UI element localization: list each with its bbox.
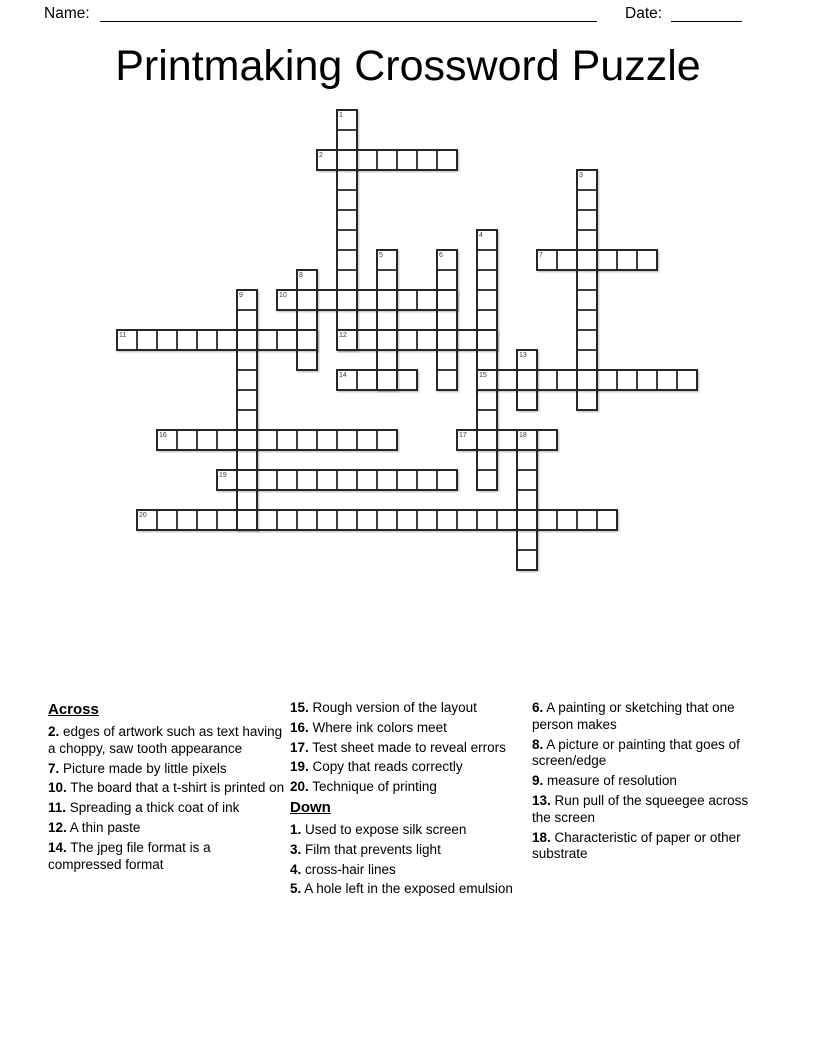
grid-cell[interactable] xyxy=(517,370,537,390)
grid-cell[interactable] xyxy=(577,230,597,250)
clue-item: 18. Characteristic of paper or other substrate xyxy=(532,829,741,862)
clue-number-label: 3 xyxy=(579,171,583,179)
clue-item: 5. A hole left in the exposed emulsion xyxy=(290,881,513,897)
grid-cell[interactable] xyxy=(337,270,357,290)
grid-cell[interactable] xyxy=(237,470,257,490)
grid-cell[interactable] xyxy=(337,130,357,150)
grid-cell[interactable] xyxy=(277,470,297,490)
grid-cell[interactable] xyxy=(397,330,417,350)
grid-cell[interactable] xyxy=(637,250,657,270)
grid-cell[interactable] xyxy=(337,290,357,310)
grid-cell[interactable] xyxy=(517,490,537,510)
grid-cell[interactable] xyxy=(357,470,377,490)
clue-number-label: 11 xyxy=(119,331,127,339)
grid-cell[interactable] xyxy=(177,510,197,530)
grid-cell[interactable] xyxy=(257,470,277,490)
grid-cell[interactable] xyxy=(357,290,377,310)
grid-cell[interactable] xyxy=(157,430,177,450)
grid-cell[interactable] xyxy=(337,330,357,350)
grid-cell[interactable] xyxy=(517,430,537,450)
grid-cell[interactable] xyxy=(237,510,257,530)
grid-cell[interactable] xyxy=(477,470,497,490)
clue-number-label: 2 xyxy=(319,151,323,159)
grid-cell[interactable] xyxy=(457,510,477,530)
clue-item: 19. Copy that reads correctly xyxy=(290,759,463,775)
grid-cell[interactable] xyxy=(577,210,597,230)
clue-number-label: 9 xyxy=(239,291,243,299)
clue-column xyxy=(532,700,770,866)
name-label: Name: xyxy=(44,5,90,22)
clue-number: 15. xyxy=(290,700,309,715)
clue-item: 7. Picture made by little pixels xyxy=(48,760,227,776)
grid-cell[interactable] xyxy=(377,310,397,330)
grid-cell[interactable] xyxy=(337,250,357,270)
grid-cell[interactable] xyxy=(337,510,357,530)
grid-cell[interactable] xyxy=(377,330,397,350)
grid-cell[interactable] xyxy=(337,370,357,390)
grid-cell[interactable] xyxy=(337,150,357,170)
grid-cell[interactable] xyxy=(537,250,557,270)
grid-cell[interactable] xyxy=(577,510,597,530)
grid-cell[interactable] xyxy=(237,450,257,470)
clue-number: 7. xyxy=(48,760,60,776)
grid-cell[interactable] xyxy=(637,370,657,390)
grid-cell[interactable] xyxy=(217,330,237,350)
clue-number-label: 10 xyxy=(279,291,287,299)
grid-cell[interactable] xyxy=(577,270,597,290)
clue-number-label: 6 xyxy=(439,251,443,259)
grid-cell[interactable] xyxy=(217,430,237,450)
grid-cell[interactable] xyxy=(117,330,137,350)
grid-cell[interactable] xyxy=(497,430,517,450)
clue-column xyxy=(48,700,286,876)
grid-cell[interactable] xyxy=(357,370,377,390)
grid-cell[interactable] xyxy=(577,370,597,390)
grid-cell[interactable] xyxy=(297,430,317,450)
grid-cell[interactable] xyxy=(477,350,497,370)
grid-cell[interactable] xyxy=(517,350,537,370)
clue-number: 6. xyxy=(532,700,544,715)
clue-number-label: 16 xyxy=(159,431,167,439)
grid-cell[interactable] xyxy=(237,290,257,310)
grid-cell[interactable] xyxy=(337,110,357,130)
clue-number: 20. xyxy=(290,779,309,795)
grid-cell[interactable] xyxy=(297,330,317,350)
grid-cell[interactable] xyxy=(577,390,597,410)
grid-cell[interactable] xyxy=(277,290,297,310)
grid-cell[interactable] xyxy=(377,270,397,290)
grid-cell[interactable] xyxy=(237,350,257,370)
grid-cell[interactable] xyxy=(397,470,417,490)
grid-cell[interactable] xyxy=(237,370,257,390)
clue-item: 20. Technique of printing xyxy=(290,779,437,795)
grid-cell[interactable] xyxy=(277,330,297,350)
clue-number-label: 8 xyxy=(299,271,303,279)
page-title: Printmaking Crossword Puzzle xyxy=(115,42,701,90)
grid-cell[interactable] xyxy=(517,550,537,570)
grid-cell[interactable] xyxy=(377,250,397,270)
clue-item: 11. Spreading a thick coat of ink xyxy=(48,800,240,816)
clue-number: 13. xyxy=(532,792,551,808)
grid-cell[interactable] xyxy=(577,250,597,270)
grid-cell[interactable] xyxy=(237,430,257,450)
clue-number-label: 12 xyxy=(339,331,347,339)
grid-cell[interactable] xyxy=(197,330,217,350)
clue-item: 17. Test sheet made to reveal errors xyxy=(290,739,506,755)
clue-item: 10. The board that a t-shirt is printed on xyxy=(48,780,285,796)
grid-cell[interactable] xyxy=(337,190,357,210)
clue-column xyxy=(290,700,528,901)
grid-cell[interactable] xyxy=(437,250,457,270)
grid-cell[interactable] xyxy=(217,510,237,530)
grid-cell[interactable] xyxy=(437,330,457,350)
grid-cell[interactable] xyxy=(337,310,357,330)
grid-cell[interactable] xyxy=(157,330,177,350)
grid-cell[interactable] xyxy=(237,490,257,510)
across-heading: Across xyxy=(48,701,99,718)
clue-number: 8. xyxy=(532,736,544,752)
grid-cell[interactable] xyxy=(437,470,457,490)
clue-item: 14. The jpeg file format is a compressed format xyxy=(48,839,211,872)
grid-cell[interactable] xyxy=(417,470,437,490)
grid-cell[interactable] xyxy=(577,170,597,190)
grid-cell[interactable] xyxy=(297,510,317,530)
grid-cell[interactable] xyxy=(317,510,337,530)
grid-cell[interactable] xyxy=(537,430,557,450)
grid-cell[interactable] xyxy=(517,470,537,490)
clue-number-label: 15 xyxy=(479,371,487,379)
grid-cell[interactable] xyxy=(577,310,597,330)
clue-item: 9. measure of resolution xyxy=(532,773,677,789)
clue-number: 2. xyxy=(48,724,60,739)
clue-number: 19. xyxy=(290,759,309,775)
grid-cell[interactable] xyxy=(277,510,297,530)
grid-cell[interactable] xyxy=(337,210,357,230)
grid-cell[interactable] xyxy=(377,290,397,310)
grid-cell[interactable] xyxy=(497,370,517,390)
grid-cell[interactable] xyxy=(517,450,537,470)
grid-cell[interactable] xyxy=(397,370,417,390)
grid-cell[interactable] xyxy=(537,370,557,390)
grid-cell[interactable] xyxy=(417,150,437,170)
clue-number-label: 18 xyxy=(519,431,527,439)
grid-cell[interactable] xyxy=(477,370,497,390)
clue-number-label: 4 xyxy=(479,231,483,239)
grid-cell[interactable] xyxy=(677,370,697,390)
grid-cell[interactable] xyxy=(297,350,317,370)
clue-item: 1. Used to expose silk screen xyxy=(290,821,467,837)
grid-cell[interactable] xyxy=(657,370,677,390)
grid-cell[interactable] xyxy=(377,510,397,530)
grid-cell[interactable] xyxy=(437,290,457,310)
grid-cell[interactable] xyxy=(437,310,457,330)
grid-cell[interactable] xyxy=(317,430,337,450)
clue-number: 10. xyxy=(48,780,67,796)
grid-cell[interactable] xyxy=(517,390,537,410)
grid-cell[interactable] xyxy=(377,350,397,370)
clue-number: 11. xyxy=(48,800,67,816)
grid-cell[interactable] xyxy=(317,290,337,310)
grid-cell[interactable] xyxy=(437,150,457,170)
clue-number: 1. xyxy=(290,821,302,837)
grid-cell[interactable] xyxy=(477,230,497,250)
clue-number-label: 19 xyxy=(219,471,227,479)
grid-cell[interactable] xyxy=(237,410,257,430)
grid-cell[interactable] xyxy=(277,430,297,450)
grid-cell[interactable] xyxy=(417,330,437,350)
grid-cell[interactable] xyxy=(457,430,477,450)
clue-number: 4. xyxy=(290,861,302,877)
clue-item: 2. edges of artwork such as text having a choppy, saw tooth appearance xyxy=(48,724,283,756)
grid-cell[interactable] xyxy=(537,510,557,530)
grid-cell[interactable] xyxy=(137,510,157,530)
grid-cell[interactable] xyxy=(597,370,617,390)
grid-cell[interactable] xyxy=(177,430,197,450)
grid-cell[interactable] xyxy=(357,510,377,530)
clue-number-label: 1 xyxy=(339,111,343,119)
clue-number: 18. xyxy=(532,829,551,845)
grid-cell[interactable] xyxy=(317,470,337,490)
grid-cell[interactable] xyxy=(477,310,497,330)
clue-number-label: 7 xyxy=(539,251,543,259)
clue-item: 6. A painting or sketching that one person makes xyxy=(532,700,735,732)
grid-cell[interactable] xyxy=(337,170,357,190)
clue-number-label: 5 xyxy=(379,251,383,259)
grid-cell[interactable] xyxy=(237,330,257,350)
grid-cell[interactable] xyxy=(617,370,637,390)
grid-cell[interactable] xyxy=(557,370,577,390)
date-label: Date: xyxy=(625,5,663,22)
clue-number: 12. xyxy=(48,819,67,835)
grid-cell[interactable] xyxy=(357,330,377,350)
grid-cell[interactable] xyxy=(437,370,457,390)
clue-item: 3. Film that prevents light xyxy=(290,841,441,857)
grid-cell[interactable] xyxy=(577,190,597,210)
clue-item: 13. Run pull of the squeegee across the screen xyxy=(532,792,749,825)
grid-cell[interactable] xyxy=(217,470,237,490)
grid-cell[interactable] xyxy=(477,510,497,530)
clue-number: 9. xyxy=(532,773,544,789)
grid-cell[interactable] xyxy=(237,310,257,330)
clue-item: 16. Where ink colors meet xyxy=(290,719,447,735)
grid-cell[interactable] xyxy=(337,430,357,450)
grid-cell[interactable] xyxy=(477,270,497,290)
grid-cell[interactable] xyxy=(577,290,597,310)
clue-number-label: 20 xyxy=(139,511,147,519)
clue-number-label: 17 xyxy=(459,431,467,439)
grid-cell[interactable] xyxy=(337,470,357,490)
clue-number: 3. xyxy=(290,841,302,857)
grid-cell[interactable] xyxy=(317,150,337,170)
clue-number: 17. xyxy=(290,739,309,755)
grid-cell[interactable] xyxy=(157,510,177,530)
grid-cell[interactable] xyxy=(177,330,197,350)
clue-number: 14. xyxy=(48,839,67,855)
grid-cell[interactable] xyxy=(437,350,457,370)
clue-number: 5. xyxy=(290,881,302,897)
grid-cell[interactable] xyxy=(517,530,537,550)
grid-cell[interactable] xyxy=(477,250,497,270)
grid-cell[interactable] xyxy=(417,290,437,310)
grid-cell[interactable] xyxy=(497,510,517,530)
clue-item: 4. cross-hair lines xyxy=(290,861,396,877)
grid-cell[interactable] xyxy=(257,430,277,450)
grid-cell[interactable] xyxy=(357,430,377,450)
grid-cell[interactable] xyxy=(377,370,397,390)
grid-cell[interactable] xyxy=(517,510,537,530)
grid-cell[interactable] xyxy=(557,250,577,270)
clue-item: 8. A picture or painting that goes of screen/edge xyxy=(532,736,740,769)
grid-cell[interactable] xyxy=(297,270,317,290)
grid-cell[interactable] xyxy=(477,330,497,350)
grid-cell[interactable] xyxy=(557,510,577,530)
grid-cell[interactable] xyxy=(597,510,617,530)
grid-cell[interactable] xyxy=(457,330,477,350)
grid-cell[interactable] xyxy=(297,310,317,330)
grid-cell[interactable] xyxy=(357,150,377,170)
grid-cell[interactable] xyxy=(397,150,417,170)
grid-cell[interactable] xyxy=(397,290,417,310)
grid-cell[interactable] xyxy=(377,470,397,490)
grid-cell[interactable] xyxy=(437,510,457,530)
grid-cell[interactable] xyxy=(137,330,157,350)
clue-item: 15. Rough version of the layout xyxy=(290,700,477,715)
grid-cell[interactable] xyxy=(237,390,257,410)
grid-cell[interactable] xyxy=(197,510,217,530)
grid-cell[interactable] xyxy=(477,410,497,430)
grid-cell[interactable] xyxy=(257,510,277,530)
grid-cell[interactable] xyxy=(477,450,497,470)
grid-cell[interactable] xyxy=(197,430,217,450)
grid-cell[interactable] xyxy=(477,390,497,410)
grid-cell[interactable] xyxy=(337,230,357,250)
grid-cell[interactable] xyxy=(477,290,497,310)
grid-cell[interactable] xyxy=(397,510,417,530)
grid-cell[interactable] xyxy=(377,430,397,450)
clue-number-label: 13 xyxy=(519,351,527,359)
clue-number: 16. xyxy=(290,719,309,735)
down-heading: Down xyxy=(290,798,331,816)
grid-cell[interactable] xyxy=(377,150,397,170)
grid-cell[interactable] xyxy=(597,250,617,270)
grid-cell[interactable] xyxy=(437,270,457,290)
clue-item: 12. A thin paste xyxy=(48,819,141,835)
grid-cell[interactable] xyxy=(577,330,597,350)
clue-number-label: 14 xyxy=(339,371,347,379)
grid-cell[interactable] xyxy=(617,250,637,270)
grid-cell[interactable] xyxy=(577,350,597,370)
grid-cell[interactable] xyxy=(417,510,437,530)
grid-cell[interactable] xyxy=(477,430,497,450)
grid-cell[interactable] xyxy=(297,470,317,490)
grid-cell[interactable] xyxy=(257,330,277,350)
grid-cell[interactable] xyxy=(297,290,317,310)
